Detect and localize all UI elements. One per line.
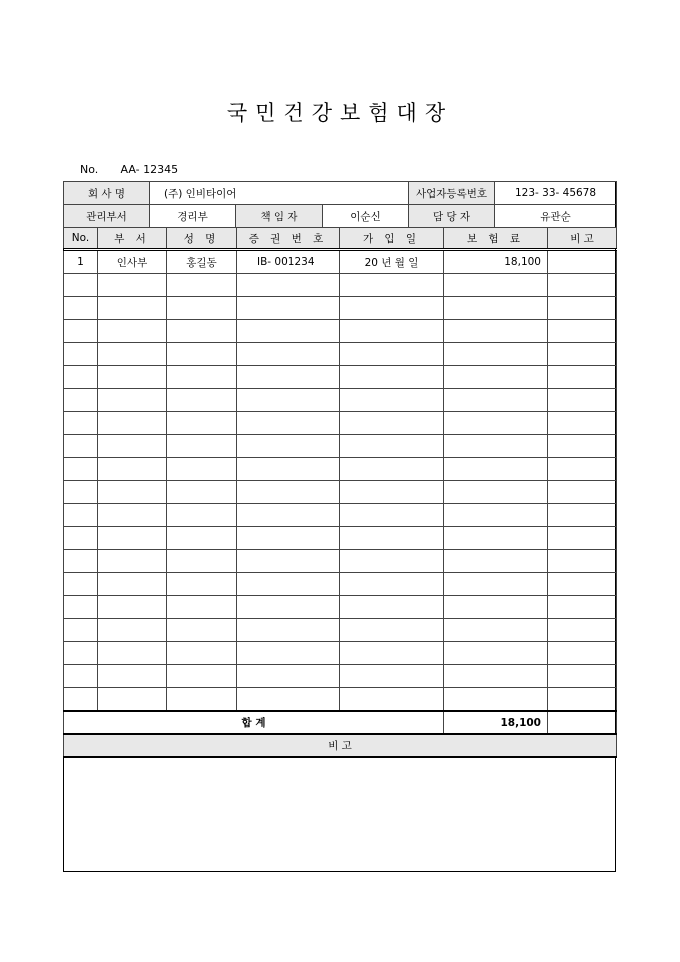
total-remarks <box>548 711 617 734</box>
remarks-area <box>64 757 617 868</box>
cell-empty <box>64 458 98 481</box>
cell-empty <box>64 550 98 573</box>
cell-empty <box>64 274 98 297</box>
cell-empty <box>237 527 340 550</box>
cell-empty <box>98 504 167 527</box>
cell-empty <box>340 274 444 297</box>
cell-empty <box>444 504 548 527</box>
cell-empty <box>548 389 617 412</box>
table-row-empty <box>64 412 617 435</box>
table-row-empty <box>64 596 617 619</box>
cell-empty <box>64 320 98 343</box>
cell-empty <box>444 435 548 458</box>
info-row-company <box>64 182 617 205</box>
cell-empty <box>444 573 548 596</box>
cell-empty <box>548 596 617 619</box>
cell-empty <box>167 458 237 481</box>
cell-empty <box>98 665 167 688</box>
cell-empty <box>167 550 237 573</box>
cell-empty <box>167 596 237 619</box>
insurance-table <box>63 227 617 868</box>
cell-empty <box>444 366 548 389</box>
cell-empty <box>98 435 167 458</box>
table-row-empty <box>64 458 617 481</box>
cell-empty <box>237 435 340 458</box>
header-join-date: 가 입 일 <box>340 228 444 250</box>
cell-empty <box>237 274 340 297</box>
cell-empty <box>237 458 340 481</box>
insurance-table-body <box>64 228 617 869</box>
cell-empty <box>444 389 548 412</box>
cell-empty <box>167 619 237 642</box>
cell-empty <box>340 688 444 712</box>
cell-empty <box>340 665 444 688</box>
cell-empty <box>340 412 444 435</box>
cell-empty <box>340 297 444 320</box>
cell-empty <box>340 504 444 527</box>
cell-empty <box>548 642 617 665</box>
cell-empty <box>64 573 98 596</box>
document-number-label: No. <box>80 163 99 176</box>
cell-empty <box>340 573 444 596</box>
table-row-empty <box>64 504 617 527</box>
cell-empty <box>444 550 548 573</box>
cell-empty <box>548 366 617 389</box>
table-row-empty <box>64 320 617 343</box>
cell-empty <box>444 297 548 320</box>
table-row-empty <box>64 343 617 366</box>
cell-empty <box>340 550 444 573</box>
cell-empty <box>167 297 237 320</box>
cell-empty <box>98 274 167 297</box>
cell-empty <box>98 366 167 389</box>
cell-empty <box>340 619 444 642</box>
cell-empty <box>237 320 340 343</box>
cell-empty <box>548 550 617 573</box>
cell-empty <box>444 527 548 550</box>
cell-empty <box>548 458 617 481</box>
cell-empty <box>444 642 548 665</box>
cell-empty <box>64 688 98 712</box>
table-row-empty <box>64 297 617 320</box>
cell-empty <box>340 458 444 481</box>
cell-empty <box>237 504 340 527</box>
table-row-empty <box>64 366 617 389</box>
staff-label: 담 당 자 <box>409 205 495 228</box>
total-label: 합 계 <box>64 711 444 734</box>
cell-empty <box>167 389 237 412</box>
document-title: 국민건강보험대장 <box>226 101 454 125</box>
cell-empty <box>340 366 444 389</box>
dept-label: 관리부서 <box>64 205 150 228</box>
cell-empty <box>167 481 237 504</box>
cell-empty <box>340 642 444 665</box>
cell-empty <box>64 619 98 642</box>
header-remarks: 비 고 <box>548 228 617 250</box>
cell-empty <box>167 688 237 712</box>
document-number-value: AA- 12345 <box>120 163 179 176</box>
cell-empty <box>444 343 548 366</box>
cell-empty <box>237 550 340 573</box>
table-header-row <box>64 228 617 250</box>
header-policy-no: 증 권 번 호 <box>237 228 340 250</box>
cell-empty <box>167 320 237 343</box>
cell-empty <box>548 343 617 366</box>
cell-empty <box>548 274 617 297</box>
cell-empty <box>167 412 237 435</box>
cell-empty <box>237 642 340 665</box>
cell-empty <box>444 458 548 481</box>
cell-empty <box>340 389 444 412</box>
cell-empty <box>167 274 237 297</box>
info-row-dept <box>64 205 617 228</box>
cell-empty <box>98 527 167 550</box>
cell-empty <box>340 527 444 550</box>
cell-empty <box>98 389 167 412</box>
cell-name: 홍길동 <box>167 250 237 274</box>
cell-empty <box>548 619 617 642</box>
cell-empty <box>98 343 167 366</box>
table-row-empty <box>64 481 617 504</box>
cell-empty <box>167 642 237 665</box>
cell-empty <box>237 412 340 435</box>
cell-empty <box>64 596 98 619</box>
remarks-label: 비 고 <box>64 734 617 757</box>
cell-empty <box>548 320 617 343</box>
cell-empty <box>167 343 237 366</box>
cell-premium: 18,100 <box>444 250 548 274</box>
cell-empty <box>237 665 340 688</box>
cell-remarks <box>548 250 617 274</box>
cell-empty <box>548 412 617 435</box>
manager-label: 책 임 자 <box>236 205 323 228</box>
header-name: 성 명 <box>167 228 237 250</box>
bizno-value: 123- 33- 45678 <box>495 182 617 205</box>
cell-empty <box>167 435 237 458</box>
cell-empty <box>444 412 548 435</box>
cell-empty <box>64 343 98 366</box>
cell-empty <box>64 412 98 435</box>
cell-empty <box>548 665 617 688</box>
remarks-header-row <box>64 734 617 757</box>
header-premium: 보 험 료 <box>444 228 548 250</box>
cell-empty <box>444 274 548 297</box>
cell-empty <box>167 665 237 688</box>
cell-empty <box>64 504 98 527</box>
company-label: 회 사 명 <box>64 182 150 205</box>
total-value: 18,100 <box>444 711 548 734</box>
table-row-empty <box>64 688 617 712</box>
cell-empty <box>167 527 237 550</box>
info-table <box>63 181 617 205</box>
cell-empty <box>340 596 444 619</box>
cell-empty <box>64 435 98 458</box>
company-value: (주) 인비타이어 <box>150 182 409 205</box>
ledger-frame <box>63 181 616 872</box>
cell-empty <box>340 343 444 366</box>
cell-empty <box>237 688 340 712</box>
cell-empty <box>548 504 617 527</box>
cell-empty <box>64 665 98 688</box>
cell-empty <box>64 481 98 504</box>
header-dept: 부 서 <box>98 228 167 250</box>
cell-empty <box>340 320 444 343</box>
cell-empty <box>98 642 167 665</box>
cell-empty <box>64 389 98 412</box>
cell-empty <box>98 297 167 320</box>
cell-empty <box>64 366 98 389</box>
cell-empty <box>548 573 617 596</box>
cell-empty <box>237 366 340 389</box>
cell-empty <box>98 458 167 481</box>
cell-empty <box>548 435 617 458</box>
table-row-empty <box>64 389 617 412</box>
header-no: No. <box>64 228 98 250</box>
cell-empty <box>64 642 98 665</box>
cell-empty <box>340 481 444 504</box>
cell-no: 1 <box>64 250 98 274</box>
table-row-empty <box>64 642 617 665</box>
cell-dept: 인사부 <box>98 250 167 274</box>
bizno-label: 사업자등록번호 <box>409 182 495 205</box>
cell-empty <box>444 665 548 688</box>
cell-empty <box>548 527 617 550</box>
table-row-empty <box>64 435 617 458</box>
cell-empty <box>237 596 340 619</box>
cell-empty <box>237 297 340 320</box>
cell-empty <box>64 527 98 550</box>
cell-empty <box>98 412 167 435</box>
cell-empty <box>98 688 167 712</box>
dept-value: 경리부 <box>150 205 236 228</box>
cell-empty <box>444 596 548 619</box>
cell-empty <box>444 320 548 343</box>
table-row-empty <box>64 619 617 642</box>
cell-empty <box>444 619 548 642</box>
cell-empty <box>237 481 340 504</box>
cell-empty <box>167 366 237 389</box>
cell-join-date: 20 년 월 일 <box>340 250 444 274</box>
cell-empty <box>237 343 340 366</box>
table-row-empty <box>64 527 617 550</box>
cell-policy-no: IB- 001234 <box>237 250 340 274</box>
table-row-empty <box>64 550 617 573</box>
table-row-empty <box>64 573 617 596</box>
cell-empty <box>444 481 548 504</box>
cell-empty <box>98 619 167 642</box>
cell-empty <box>98 481 167 504</box>
table-row-empty <box>64 274 617 297</box>
table-row <box>64 250 617 274</box>
cell-empty <box>237 619 340 642</box>
cell-empty <box>548 481 617 504</box>
cell-empty <box>98 550 167 573</box>
cell-empty <box>167 504 237 527</box>
cell-empty <box>444 688 548 712</box>
cell-empty <box>98 573 167 596</box>
staff-value: 유관순 <box>495 205 617 228</box>
cell-empty <box>167 573 237 596</box>
cell-empty <box>548 688 617 712</box>
cell-empty <box>98 596 167 619</box>
cell-empty <box>98 320 167 343</box>
table-row-empty <box>64 665 617 688</box>
cell-empty <box>340 435 444 458</box>
cell-empty <box>237 573 340 596</box>
cell-empty <box>64 297 98 320</box>
total-row <box>64 711 617 734</box>
cell-empty <box>548 297 617 320</box>
info-table-2 <box>63 204 617 228</box>
remarks-area-row <box>64 757 617 868</box>
cell-empty <box>237 389 340 412</box>
document-number <box>80 163 178 176</box>
manager-value: 이순신 <box>323 205 409 228</box>
